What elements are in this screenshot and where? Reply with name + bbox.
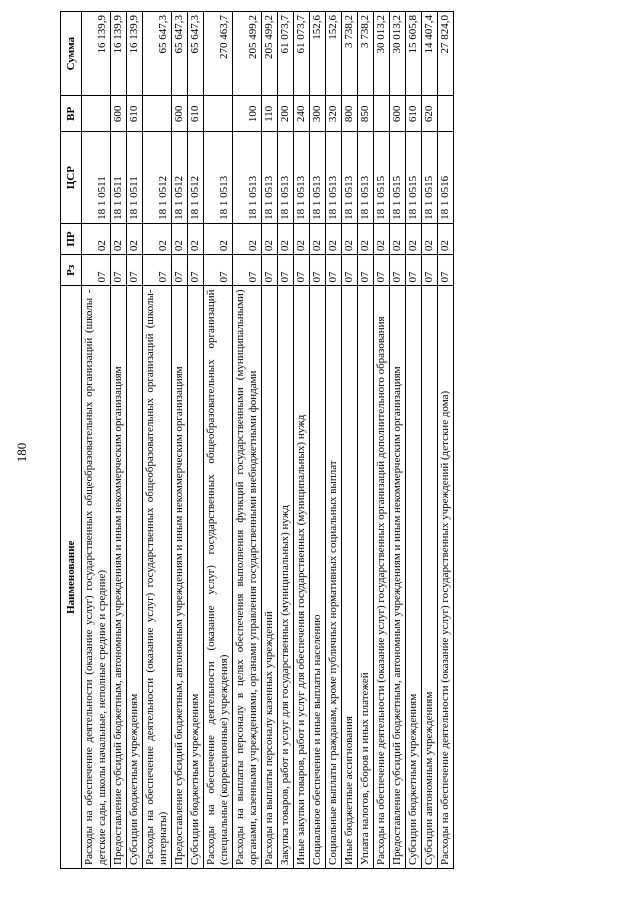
table-row (82, 12, 111, 869)
cell-sum: 16 139,9 (82, 12, 111, 96)
cell-vr (82, 96, 111, 132)
cell-csr: 18 1 0511 (82, 132, 111, 223)
cell-csr: 18 1 0513 (204, 132, 233, 223)
table-row (204, 12, 233, 869)
table-row (374, 12, 390, 869)
table-row (422, 12, 438, 869)
cell-csr: 18 1 0511 (111, 132, 127, 223)
cell-sum: 65 647,3 (143, 12, 172, 96)
cell-vr: 620 (422, 96, 438, 132)
cell-pr: 02 (358, 223, 374, 254)
cell-rz: 07 (127, 255, 143, 286)
header-name: Наименование (61, 286, 82, 869)
cell-csr: 18 1 0513 (278, 132, 294, 223)
cell-rz: 07 (111, 255, 127, 286)
cell-sum: 16 139,9 (127, 12, 143, 96)
cell-rz: 07 (204, 255, 233, 286)
cell-pr: 02 (82, 223, 111, 254)
table-row (390, 12, 406, 869)
cell-rz: 07 (82, 255, 111, 286)
cell-csr: 18 1 0513 (342, 132, 358, 223)
cell-name: Уплата налогов, сборов и иных платежей (358, 286, 374, 869)
cell-pr: 02 (374, 223, 390, 254)
cell-vr (204, 96, 233, 132)
cell-sum: 205 499,2 (262, 12, 278, 96)
cell-name: Субсидии бюджетным учреждениям (406, 286, 422, 869)
cell-name: Расходы на обеспечение деятельности (оказание услуг) государственных учреждений (детские дома) (438, 286, 454, 869)
cell-csr: 18 1 0513 (233, 132, 262, 223)
cell-sum: 205 499,2 (233, 12, 262, 96)
cell-vr: 240 (294, 96, 310, 132)
table-row (233, 12, 262, 869)
cell-sum: 152,6 (326, 12, 342, 96)
cell-pr: 02 (143, 223, 172, 254)
cell-pr: 02 (422, 223, 438, 254)
cell-pr: 02 (294, 223, 310, 254)
cell-rz: 07 (278, 255, 294, 286)
cell-csr: 18 1 0516 (438, 132, 454, 223)
cell-pr: 02 (127, 223, 143, 254)
cell-vr: 600 (172, 96, 188, 132)
cell-csr: 18 1 0515 (406, 132, 422, 223)
cell-csr: 18 1 0512 (143, 132, 172, 223)
cell-pr: 02 (326, 223, 342, 254)
header-csr: ЦСР (61, 132, 82, 223)
cell-rz: 07 (262, 255, 278, 286)
table-header-row (61, 12, 82, 869)
header-rz: Рз (61, 255, 82, 286)
cell-vr: 300 (310, 96, 326, 132)
header-sum: Сумма (61, 12, 82, 96)
table-row (406, 12, 422, 869)
cell-pr: 02 (233, 223, 262, 254)
cell-csr: 18 1 0515 (374, 132, 390, 223)
cell-pr: 02 (188, 223, 204, 254)
cell-name: Иные бюджетные ассигнования (342, 286, 358, 869)
cell-sum: 16 139,9 (111, 12, 127, 96)
table-row (111, 12, 127, 869)
cell-rz: 07 (374, 255, 390, 286)
cell-csr: 18 1 0515 (422, 132, 438, 223)
cell-csr: 18 1 0513 (358, 132, 374, 223)
cell-sum: 3 738,2 (358, 12, 374, 96)
cell-pr: 02 (204, 223, 233, 254)
table-row (438, 12, 454, 869)
cell-sum: 30 013,2 (374, 12, 390, 96)
table-row (326, 12, 342, 869)
cell-sum: 65 647,3 (172, 12, 188, 96)
table-row (262, 12, 278, 869)
page-number: 180 (14, 442, 29, 463)
cell-rz: 07 (342, 255, 358, 286)
cell-pr: 02 (111, 223, 127, 254)
cell-csr: 18 1 0513 (326, 132, 342, 223)
cell-vr: 610 (406, 96, 422, 132)
cell-vr: 600 (111, 96, 127, 132)
cell-name: Предоставление субсидий бюджетным, автономным учреждениям и иным некоммерческим организациям (172, 286, 188, 869)
cell-sum: 30 013,2 (390, 12, 406, 96)
cell-name: Расходы на обеспечение деятельности (оказание услуг) государственных организаций дополнительного образования (374, 286, 390, 869)
cell-name: Расходы на выплаты персоналу казенных учреждений (262, 286, 278, 869)
cell-rz: 07 (294, 255, 310, 286)
cell-sum: 14 407,4 (422, 12, 438, 96)
cell-vr (143, 96, 172, 132)
cell-vr: 320 (326, 96, 342, 132)
header-vr: ВР (61, 96, 82, 132)
cell-name: Субсидии автономным учреждениям (422, 286, 438, 869)
cell-csr: 18 1 0515 (390, 132, 406, 223)
cell-vr: 110 (262, 96, 278, 132)
table-row (188, 12, 204, 869)
cell-pr: 02 (278, 223, 294, 254)
table-row (294, 12, 310, 869)
cell-rz: 07 (233, 255, 262, 286)
table-row (172, 12, 188, 869)
cell-csr: 18 1 0513 (310, 132, 326, 223)
cell-rz: 07 (326, 255, 342, 286)
cell-sum: 152,6 (310, 12, 326, 96)
cell-sum: 61 073,7 (294, 12, 310, 96)
cell-name: Социальное обеспечение и иные выплаты населению (310, 286, 326, 869)
cell-name: Предоставление субсидий бюджетным, автономным учреждениям и иным некоммерческим организациям (390, 286, 406, 869)
cell-rz: 07 (188, 255, 204, 286)
cell-sum: 61 073,7 (278, 12, 294, 96)
budget-table (60, 11, 454, 869)
cell-pr: 02 (342, 223, 358, 254)
cell-rz: 07 (172, 255, 188, 286)
table-row (358, 12, 374, 869)
cell-pr: 02 (438, 223, 454, 254)
cell-csr: 18 1 0512 (188, 132, 204, 223)
cell-sum: 27 824,0 (438, 12, 454, 96)
table-row (342, 12, 358, 869)
cell-pr: 02 (390, 223, 406, 254)
cell-vr: 850 (358, 96, 374, 132)
cell-pr: 02 (310, 223, 326, 254)
cell-name: Расходы на обеспечение деятельности (оказание услуг) государственных общеобразовательных организаций (школы - детские сады, школы начальные, неполные средние и средние) (82, 286, 111, 869)
cell-csr: 18 1 0513 (294, 132, 310, 223)
cell-vr: 200 (278, 96, 294, 132)
cell-csr: 18 1 0513 (262, 132, 278, 223)
header-pr: ПР (61, 223, 82, 254)
cell-rz: 07 (422, 255, 438, 286)
cell-sum: 270 463,7 (204, 12, 233, 96)
cell-name: Предоставление субсидий бюджетным, автономным учреждениям и иным некоммерческим организациям (111, 286, 127, 869)
cell-pr: 02 (262, 223, 278, 254)
cell-name: Расходы на выплаты персоналу в целях обеспечения выполнения функций государственными (муниципальными) органами, казенными учреждениями, органами управления государственными внебюджетными фондами (233, 286, 262, 869)
cell-sum: 15 605,8 (406, 12, 422, 96)
cell-rz: 07 (143, 255, 172, 286)
cell-sum: 3 738,2 (342, 12, 358, 96)
cell-vr: 610 (127, 96, 143, 132)
cell-csr: 18 1 0512 (172, 132, 188, 223)
table-row (143, 12, 172, 869)
cell-vr: 610 (188, 96, 204, 132)
table-row (127, 12, 143, 869)
cell-rz: 07 (310, 255, 326, 286)
cell-name: Иные закупки товаров, работ и услуг для обеспечения государственных (муниципальных) нужд (294, 286, 310, 869)
budget-table-wrapper (60, 11, 454, 869)
cell-rz: 07 (358, 255, 374, 286)
cell-name: Расходы на обеспечение деятельности (оказание услуг) государственных общеобразовательных организаций (специальные (коррекционные) учреждения) (204, 286, 233, 869)
cell-vr (374, 96, 390, 132)
cell-pr: 02 (172, 223, 188, 254)
cell-vr: 100 (233, 96, 262, 132)
cell-name: Субсидии бюджетным учреждениям (188, 286, 204, 869)
table-row (278, 12, 294, 869)
cell-rz: 07 (390, 255, 406, 286)
table-body (82, 12, 454, 869)
cell-name: Расходы на обеспечение деятельности (оказание услуг) государственных общеобразовательных организаций (школы-интернаты) (143, 286, 172, 869)
cell-csr: 18 1 0511 (127, 132, 143, 223)
cell-rz: 07 (406, 255, 422, 286)
cell-name: Социальные выплаты гражданам, кроме публичных нормативных социальных выплат (326, 286, 342, 869)
table-row (310, 12, 326, 869)
cell-vr: 800 (342, 96, 358, 132)
cell-rz: 07 (438, 255, 454, 286)
cell-sum: 65 647,3 (188, 12, 204, 96)
cell-vr: 600 (390, 96, 406, 132)
cell-vr (438, 96, 454, 132)
cell-name: Закупка товаров, работ и услуг для государственных (муниципальных) нужд (278, 286, 294, 869)
cell-name: Субсидии бюджетным учреждениям (127, 286, 143, 869)
cell-pr: 02 (406, 223, 422, 254)
